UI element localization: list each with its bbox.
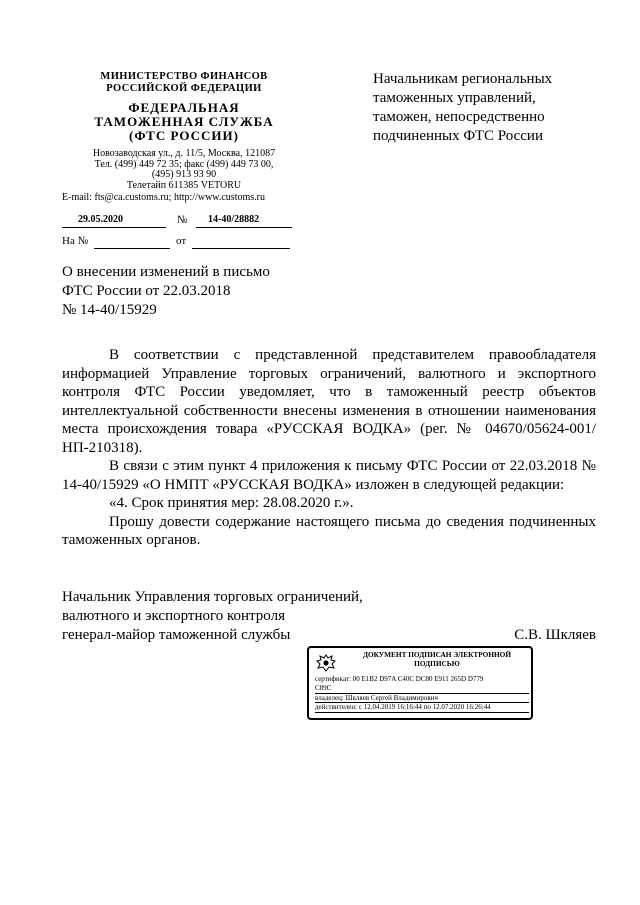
signer-title-3: генерал-майор таможенной службы xyxy=(62,627,291,643)
stamp-details xyxy=(315,675,529,713)
signer-name: С.В. Шкляев xyxy=(514,627,596,643)
stamp-title xyxy=(345,651,529,668)
body-paragraph-4: Прошу довести содержание настоящего письма до сведения подчиненных таможенных органов. xyxy=(62,513,596,548)
recipient-line-2: таможенных управлений, xyxy=(373,90,536,106)
sender-contacts xyxy=(52,149,316,191)
ministry-name xyxy=(52,71,316,95)
service-name xyxy=(52,101,316,143)
subject-line-1: О внесении изменений в письмо xyxy=(62,264,270,280)
sender-phone-1: Тел. (499) 449 72 35; факс (499) 449 73 00, xyxy=(94,158,274,170)
subject-line-3: № 14-40/15929 xyxy=(62,302,157,318)
recipient-line-3: таможен, непосредственно xyxy=(373,109,545,125)
body-paragraph-2: В связи с этим пункт 4 приложения к письму ФТС России от 22.03.2018 № 14-40/15929 «О НМПТ «РУССКАЯ ВОДКА» изложен в следующей редакции: xyxy=(62,458,596,493)
reply-number-underline xyxy=(94,235,170,249)
signature-block xyxy=(62,588,596,645)
service-line-1: ФЕДЕРАЛЬНАЯ xyxy=(128,100,240,115)
signer-title-2: валютного и экспортного контроля xyxy=(62,608,285,624)
registration-number: 14-40/28882 xyxy=(208,214,260,225)
stamp-title-line-2: ПОДПИСЬЮ xyxy=(414,658,460,668)
ministry-line-2: РОССИЙСКОЙ ФЕДЕРАЦИИ xyxy=(106,83,262,94)
certificate-validity: действителен: с 12.04.2019 16:16:44 по 12.07.2020 16:26:44 xyxy=(315,703,529,713)
sender-phone-2: (495) 913 93 90 xyxy=(151,169,217,180)
letter-body xyxy=(62,346,596,550)
recipient-block xyxy=(373,70,593,146)
registration-line xyxy=(62,214,292,228)
stamp-title-line-1: ДОКУМЕНТ ПОДПИСАН ЭЛЕКТРОННОЙ xyxy=(362,650,512,659)
certificate-number: сертификат: 00 E1B2 D97A C40C DC80 E911 265D D779 xyxy=(315,675,484,683)
reply-reference-line xyxy=(62,235,292,251)
electronic-signature-stamp xyxy=(307,646,533,720)
reply-date-underline xyxy=(192,235,290,249)
sender-address: Новозаводская ул., д. 11/5, Москва, 121087 xyxy=(92,148,276,159)
letter-subject xyxy=(62,263,362,320)
certificate-owner: владелец: Шкляев Сергей Владимирович xyxy=(315,694,529,704)
registration-date: 29.05.2020 xyxy=(78,214,123,225)
body-paragraph-1: В соответствии с представленной представителем правообладателя информацией Управление торговых ограничений, валютного и экспортного контроля ФТС России уведомляет, что в таможенный реестр объектов интеллектуальной собственности внесены изменения в отношении наименования места происхождения товара «РУССКАЯ ВОДКА» (рег. № 04670/05624-001/ НП-210318). xyxy=(62,347,596,456)
from-label: от xyxy=(176,235,187,247)
sender-teletype: Телетайп 611385 VETORU xyxy=(126,179,242,191)
number-sign: № xyxy=(177,214,188,226)
subject-line-2: ФТС России от 22.03.2018 xyxy=(62,283,231,299)
signer-title-1: Начальник Управления торговых ограничений, xyxy=(62,589,363,605)
body-paragraph-3: «4. Срок принятия мер: 28.08.2020 г.». xyxy=(109,495,354,511)
reply-label: На № xyxy=(62,235,89,247)
service-line-3: (ФТС РОССИИ) xyxy=(129,128,239,143)
certificate-number-cont: C89C xyxy=(315,684,529,694)
ministry-line-1: МИНИСТЕРСТВО ФИНАНСОВ xyxy=(100,71,268,82)
sender-email: E-mail: fts@ca.customs.ru; http://www.customs.ru xyxy=(62,192,265,203)
service-line-2: ТАМОЖЕННАЯ СЛУЖБА xyxy=(94,114,274,129)
recipient-line-4: подчиненных ФТС России xyxy=(373,128,543,144)
emblem-icon xyxy=(315,653,337,673)
recipient-line-1: Начальникам региональных xyxy=(373,71,553,87)
